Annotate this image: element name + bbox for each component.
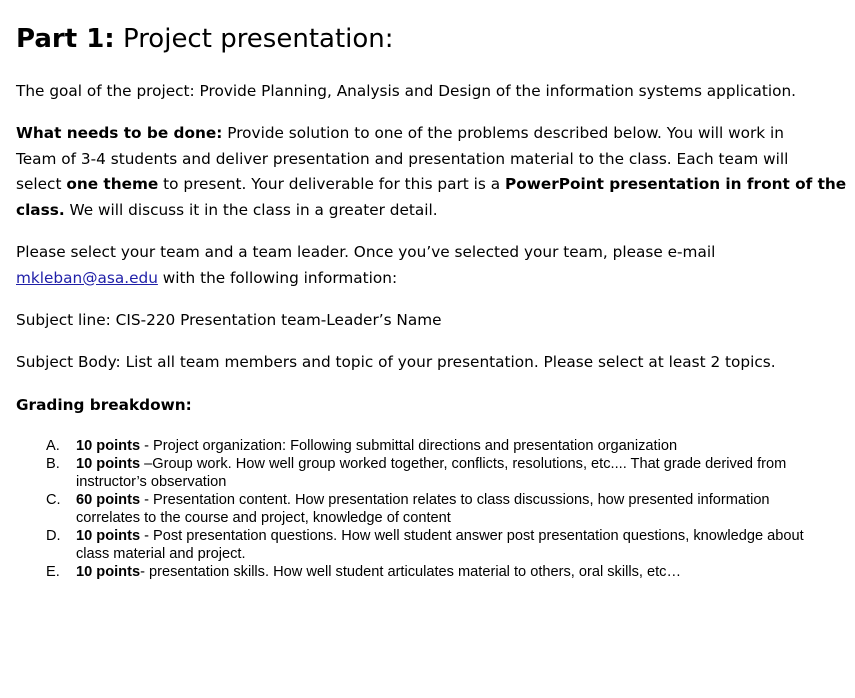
grading-item-points: 60 points	[76, 492, 141, 508]
what-line-1-text: Provide solution to one of the problems described below. You will work in	[222, 124, 784, 142]
grading-item-text: - Post presentation questions. How well student answer post presentation questions, knowledge about class material and project.	[76, 528, 804, 562]
email-link[interactable]: mkleban@asa.edu	[16, 268, 158, 287]
grading-item-text: –Group work. How well group worked together, conflicts, resolutions, etc.... That grade derived from instructor’s observation	[76, 456, 787, 490]
what-line-4	[16, 198, 438, 224]
grading-item-marker: B.	[46, 456, 60, 472]
subject-line-paragraph: Subject line: CIS-220 Presentation team-Leader’s Name	[16, 311, 442, 329]
grading-item	[46, 437, 836, 455]
grading-item-points: 10 points	[76, 564, 141, 580]
team-line-2	[16, 266, 397, 292]
team-line-1: Please select your team and a team leader. Once you’ve selected your team, please e-mail	[16, 243, 716, 261]
one-theme-emphasis: one theme	[66, 175, 159, 193]
grading-item	[46, 563, 836, 581]
grading-item-marker: C.	[46, 492, 61, 508]
page-title	[16, 22, 394, 56]
what-line-1	[16, 121, 784, 147]
what-line-2: Team of 3-4 students and deliver presentation and presentation material to the class. Each team will	[16, 149, 789, 168]
what-label: What needs to be done:	[16, 124, 223, 142]
subject-body-paragraph: Subject Body: List all team members and topic of your presentation. Please select at least 2 topics.	[16, 353, 776, 371]
grading-item-points: 10 points	[76, 438, 141, 454]
grading-item-text: - Presentation content. How presentation relates to class discussions, how presented information correlates to the course and project, knowledge of content	[76, 492, 770, 526]
what-line-3-c: to present. Your deliverable for this part is a	[158, 175, 505, 193]
grading-item-marker: E.	[46, 564, 60, 580]
team-line-2-text: with the following information:	[157, 268, 398, 287]
goal-paragraph: The goal of the project: Provide Planning, Analysis and Design of the information systems application.	[16, 82, 797, 100]
grading-item-text: - presentation skills. How well student articulates material to others, oral skills, etc…	[140, 564, 682, 580]
grading-item-marker: D.	[46, 528, 61, 544]
page-title-part: Part 1:	[16, 24, 115, 54]
page-title-text: Project presentation:	[114, 24, 394, 54]
grading-title-text: Grading breakdown:	[16, 396, 192, 414]
grading-item-points: 10 points	[76, 456, 141, 472]
grading-item	[46, 455, 836, 491]
grading-item	[46, 527, 836, 563]
class-emphasis: class.	[16, 200, 65, 219]
grading-list	[46, 437, 836, 581]
grading-item-text: - Project organization: Following submittal directions and presentation organization	[140, 438, 678, 454]
what-line-3	[16, 172, 846, 198]
grading-item-marker: A.	[46, 438, 60, 454]
what-line-4-text: We will discuss it in the class in a greater detail.	[64, 200, 438, 219]
what-line-3-a: select	[16, 175, 67, 193]
grading-item-points: 10 points	[76, 528, 141, 544]
grading-title	[16, 393, 192, 419]
powerpoint-emphasis: PowerPoint presentation in front of the	[505, 175, 847, 193]
grading-item	[46, 491, 836, 527]
